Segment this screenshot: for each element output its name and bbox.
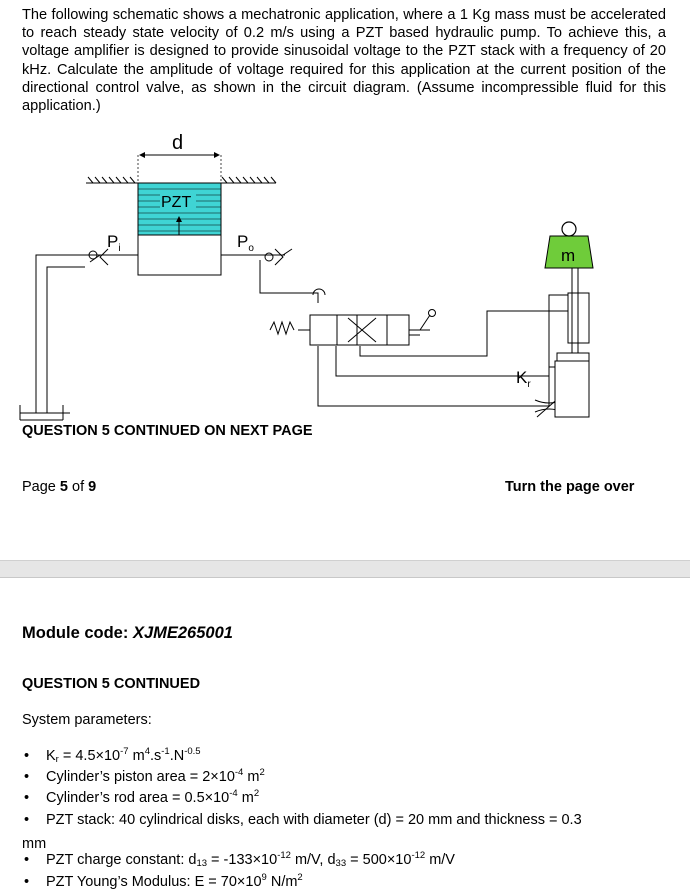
wrapped-text: mm <box>22 836 47 852</box>
list-item: • PZT charge constant: $d_{13} = -133\times 10^{-12}$ m/V, $d_{33} = 500\times 10^{-12}$ m/V <box>24 850 455 869</box>
section-title: QUESTION 5 CONTINUED <box>22 676 201 692</box>
list-item: • Cylinder’s piston area = $2\times 10^{-4}$ $m^2$ <box>24 767 265 785</box>
list-item: • $K_r = 4.5\times 10^{-7}$ $m^4.s^{-1}.N^{-0.5}$ <box>24 746 201 765</box>
hydraulic-cylinder <box>555 268 589 417</box>
params-title: System parameters: <box>22 712 152 728</box>
page-separator <box>0 560 690 578</box>
list-item: • PZT Young’s Modulus: $E = 70\times 10^9$ $N/m^2$ <box>24 872 303 890</box>
question-text: The following schematic shows a mechatronic application, where a 1 Kg mass must be accelerated to reach steady state velocity of 0.2 m/s using a PZT based hydraulic pump. To achieve this, a voltage amplifier is designed to provide sinusoidal voltage to the PZT stack with a frequency of 20 kHz. Calculate the amplitude of voltage required for this application at the current position of the directional control valve, as shown in the circuit diagram. (Assume incompressible fluid for this application.) <box>22 7 666 115</box>
mass-weight <box>545 222 593 268</box>
directional-control-valve <box>270 289 436 345</box>
label-pi: $P_i$ <box>107 232 121 254</box>
inlet-check-valve <box>89 249 138 265</box>
label-po: $P_o$ <box>237 232 254 254</box>
continued-notice: QUESTION 5 CONTINUED ON NEXT PAGE <box>22 423 313 439</box>
page-number: Page 5 of 9 <box>22 479 97 495</box>
hydraulic-lines <box>20 255 570 420</box>
list-item: • PZT stack: 40 cylindrical disks, each with diameter (d) = 20 mm and thickness = 0.3 <box>24 812 582 828</box>
label-kr: $K_r$ <box>516 368 531 390</box>
outlet-check-valve <box>221 249 292 265</box>
ground-hatch <box>86 177 276 183</box>
pump-chamber <box>138 235 221 275</box>
label-m: m <box>561 246 576 265</box>
label-pzt: PZT <box>161 194 192 211</box>
list-item: • Cylinder’s rod area = $0.5\times 10^{-4}$ $m^2$ <box>24 788 260 806</box>
turn-page-notice: Turn the page over <box>505 479 635 495</box>
module-code: Module code: XJME265001 <box>22 624 233 642</box>
label-d: d <box>172 132 184 154</box>
circuit-diagram <box>0 125 690 425</box>
